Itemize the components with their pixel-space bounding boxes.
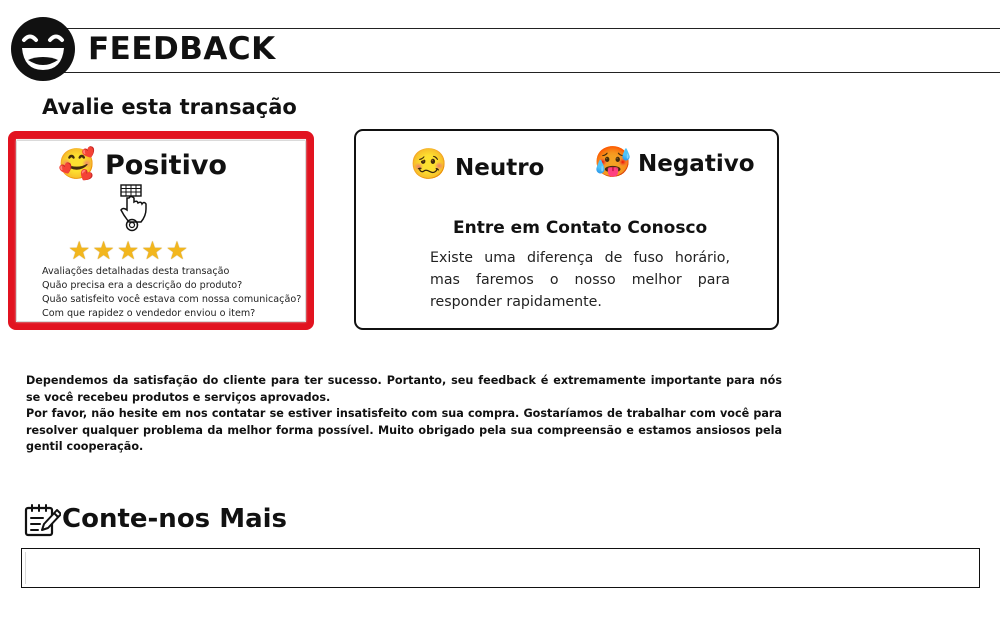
smiling-face-hearts-icon: 🥰 — [58, 147, 96, 182]
tell-us-more-title: Conte-nos Mais — [62, 504, 288, 534]
info-paragraph: Dependemos da satisfação do cliente para ter sucesso. Portanto, seu feedback é extremamente importante para nós se você recebeu produtos e serviços aprovados. — [26, 374, 782, 404]
woozy-face-icon: 🥴 — [410, 147, 448, 182]
detail-question: Quão precisa era a descrição do produto? — [42, 280, 243, 291]
star-icon[interactable]: ★ — [92, 236, 115, 265]
feedback-text-input[interactable] — [21, 548, 980, 588]
hand-pointer-icon — [116, 184, 150, 236]
contact-us-title: Entre em Contato Conosco — [453, 218, 708, 238]
star-icon[interactable]: ★ — [116, 236, 140, 265]
hot-face-icon: 🥵 — [594, 145, 632, 180]
star-icon[interactable]: ★ — [165, 236, 189, 265]
star-icon[interactable]: ★ — [68, 236, 91, 265]
detailed-ratings-heading: Avaliações detalhadas desta transação — [42, 266, 230, 277]
rating-stars[interactable] — [68, 238, 188, 263]
rate-transaction-title: Avalie esta transação — [42, 95, 297, 119]
positive-label[interactable]: Positivo — [105, 150, 227, 181]
star-icon[interactable]: ★ — [141, 236, 164, 265]
page-title: FEEDBACK — [88, 31, 276, 67]
detailed-ratings-list — [42, 265, 301, 321]
negative-label[interactable]: Negativo — [638, 151, 755, 177]
info-paragraph: Por favor, não hesite em nos contatar se estiver insatisfeito com sua compra. Gostaríamos de trabalhar com você para resolver qualquer problema da melhor forma possível. Muito obrigado pela sua compreensão e estamos ansiosos pela gentil cooperação. — [26, 407, 782, 453]
contact-us-text: Existe uma diferença de fuso horário, mas faremos o nosso melhor para responder rapidamente. — [430, 250, 730, 310]
info-text — [26, 373, 782, 456]
detail-question: Quão satisfeito você estava com nossa comunicação? — [42, 294, 302, 305]
detail-question: Com que rapidez o vendedor enviou o item? — [42, 308, 256, 319]
notes-icon — [24, 503, 61, 537]
grinning-face-icon — [10, 16, 76, 82]
neutral-label[interactable]: Neutro — [455, 155, 545, 181]
